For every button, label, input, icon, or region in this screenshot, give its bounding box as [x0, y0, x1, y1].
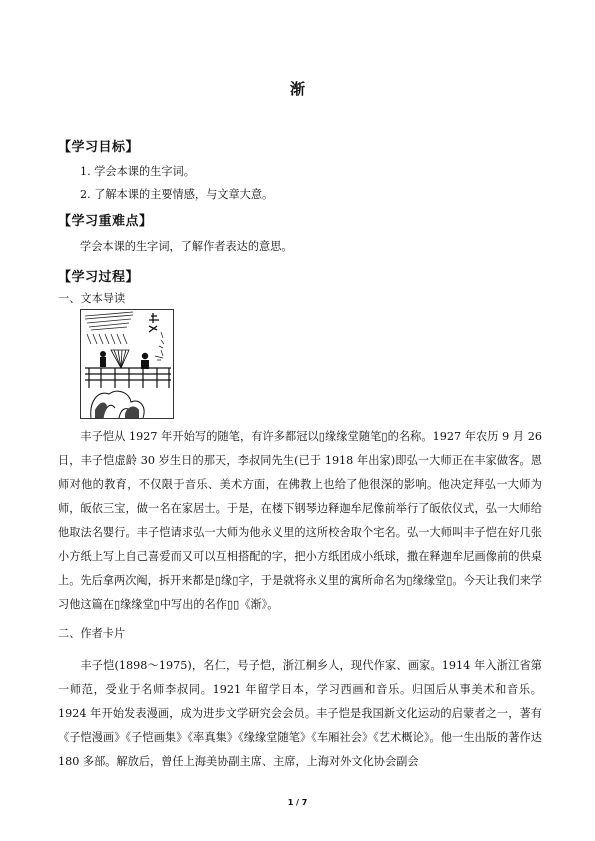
goals-heading: 【学习目标】: [58, 140, 140, 155]
page-number: 1 / 7: [287, 798, 308, 807]
process-heading: 【学习过程】: [58, 270, 140, 285]
illustration-image: [80, 309, 174, 419]
key-points-heading: 【学习重难点】: [58, 214, 153, 229]
page-title: 渐: [289, 80, 305, 98]
goal-item-1: 1. 学会本课的生字词。: [80, 165, 195, 178]
author-paragraph: 丰子恺(1898～1975)，名仁，号子恺，浙江桐乡人，现代作家、画家。1914 年入浙江省第一师范，受业于名师李叔同。1921 年留学日本，学习西画和音乐。归国后从事美术和音乐。1924 年开始发表漫画，成为进步文学研究会会员。丰子恺是我国新文化运动的启蒙者之一，著有《子恺漫画》《子恺画集》《率真集》《缘缘堂随笔》《车厢社会》《艺术概论》。他一生出版的著作达 180 多部。解放后，曾任上海美协副主席、主席，上海对外文化协会副会: [58, 659, 542, 768]
part1-heading: 一、文本导读: [58, 292, 126, 305]
key-points-text: 学会本课的生字词，了解作者表达的意思。: [80, 240, 293, 253]
intro-paragraph: 丰子恺从 1927 年开始写的随笔，有许多都冠以▯缘缘堂随笔▯的名称。1927 年农历 9 月 26 日，丰子恺虚龄 30 岁生日的那天，李叔同先生(已于 1918 年出家)即弘一大师正在丰家做客。恩师对他的教育，不仅限于音乐、美术方面，在佛教上也给了他很深的影响。他决定拜弘一大师为师，皈依三宝，做一名在家居士。于是，在楼下钢琴边释迦牟尼像前举行了皈依仪式，弘一大师给他取法名婴行。丰子恺请求弘一大师为他永义里的这所校舍取个宅名。弘一大师叫丰子恺在好几张小方纸上写上自己喜爱而又可以互相搭配的字，把小方纸团成小纸球，撒在释迦牟尼画像前的供桌上。先后拿两次阄，拆开来都是▯缘▯字，于是就将永义里的寓所命名为▯缘缘堂▯。今天让我们来学习他这篇在▯缘缘堂▯中写出的名作▯▯《渐》。: [58, 430, 542, 611]
part2-heading: 二、作者卡片: [58, 627, 126, 640]
goal-item-2: 2. 了解本课的主要情感，与文章大意。: [80, 188, 274, 201]
illustration-drawing: [81, 310, 174, 419]
